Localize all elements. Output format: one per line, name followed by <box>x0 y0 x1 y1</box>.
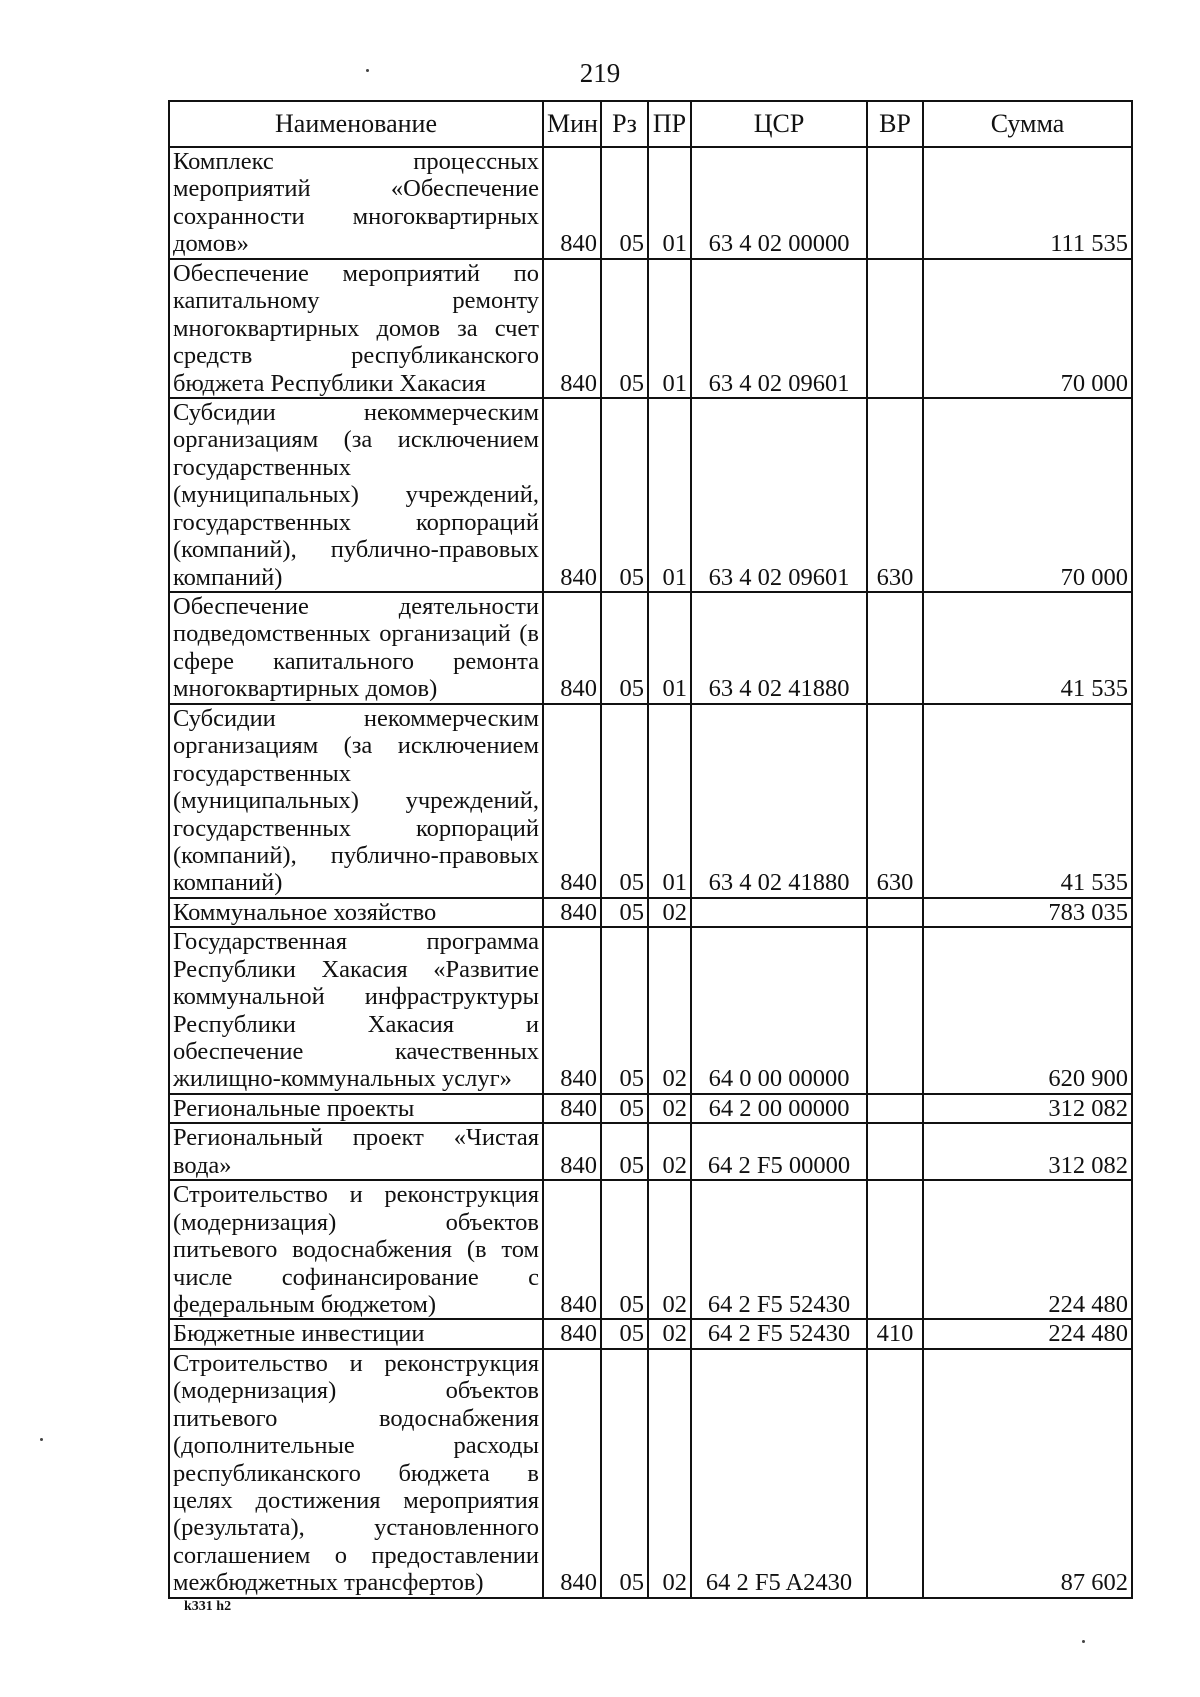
row-min: 840 <box>543 898 601 927</box>
table-row <box>169 704 1132 898</box>
row-vr <box>867 927 923 1094</box>
row-name: Коммунальное хозяйство <box>169 898 543 927</box>
row-sum: 620 900 <box>923 927 1132 1094</box>
column-header-vr: ВР <box>867 101 923 147</box>
row-sum: 87 602 <box>923 1349 1132 1598</box>
row-name: Региональные проекты <box>169 1094 543 1123</box>
row-rz: 05 <box>601 1349 648 1598</box>
row-vr: 630 <box>867 398 923 592</box>
row-csr: 63 4 02 41880 <box>691 704 867 898</box>
row-rz: 05 <box>601 1180 648 1319</box>
row-pr: 02 <box>648 1123 691 1180</box>
row-min: 840 <box>543 398 601 592</box>
row-rz: 05 <box>601 1094 648 1123</box>
column-header-pr: ПР <box>648 101 691 147</box>
row-pr: 02 <box>648 1094 691 1123</box>
row-pr: 02 <box>648 1319 691 1348</box>
row-csr: 63 4 02 09601 <box>691 398 867 592</box>
row-name: Строительство и реконструкция (модернизация) объектов питьевого водоснабжения (в том числе софинансирование с федеральным бюджетом) <box>169 1180 543 1319</box>
column-header-csr: ЦСР <box>691 101 867 147</box>
row-pr: 01 <box>648 147 691 259</box>
table-row <box>169 898 1132 927</box>
row-name: Государственная программа Республики Хакасия «Развитие коммунальной инфраструктуры Республики Хакасия и обеспечение качественных жилищно-коммунальных услуг» <box>169 927 543 1094</box>
row-csr: 64 2 F5 52430 <box>691 1319 867 1348</box>
row-min: 840 <box>543 1349 601 1598</box>
row-vr <box>867 1123 923 1180</box>
row-pr: 02 <box>648 927 691 1094</box>
row-vr <box>867 147 923 259</box>
row-pr: 02 <box>648 1349 691 1598</box>
row-sum: 224 480 <box>923 1180 1132 1319</box>
column-header-rz: Рз <box>601 101 648 147</box>
row-name: Субсидии некоммерческим организациям (за исключением государственных (муниципальных) учреждений, государственных корпораций (компаний), публично-правовых компаний) <box>169 704 543 898</box>
row-csr: 64 2 F5 00000 <box>691 1123 867 1180</box>
row-csr <box>691 898 867 927</box>
row-name: Строительство и реконструкция (модернизация) объектов питьевого водоснабжения (дополнительные расходы республиканского бюджета в целях достижения мероприятия (результата), установленного соглашением о предоставлении межбюджетных трансфертов) <box>169 1349 543 1598</box>
row-sum: 70 000 <box>923 398 1132 592</box>
table-row <box>169 1123 1132 1180</box>
table-header-row <box>169 101 1132 147</box>
table-row <box>169 147 1132 259</box>
row-name: Обеспечение деятельности подведомственных организаций (в сфере капитального ремонта многоквартирных домов) <box>169 592 543 704</box>
row-rz: 05 <box>601 259 648 398</box>
row-sum: 312 082 <box>923 1123 1132 1180</box>
row-name: Субсидии некоммерческим организациям (за исключением государственных (муниципальных) учреждений, государственных корпораций (компаний), публично-правовых компаний) <box>169 398 543 592</box>
table-row <box>169 1094 1132 1123</box>
row-min: 840 <box>543 927 601 1094</box>
row-sum: 312 082 <box>923 1094 1132 1123</box>
row-vr <box>867 259 923 398</box>
row-rz: 05 <box>601 398 648 592</box>
row-vr <box>867 1180 923 1319</box>
row-sum: 41 535 <box>923 592 1132 704</box>
footer-code: k331 h2 <box>184 1599 232 1614</box>
table-row <box>169 1180 1132 1319</box>
column-header-sum: Сумма <box>923 101 1132 147</box>
column-header-name: Наименование <box>169 101 543 147</box>
row-rz: 05 <box>601 927 648 1094</box>
row-rz: 05 <box>601 1123 648 1180</box>
column-header-min: Мин <box>543 101 601 147</box>
row-min: 840 <box>543 1180 601 1319</box>
row-vr: 410 <box>867 1319 923 1348</box>
row-pr: 01 <box>648 259 691 398</box>
row-sum: 111 535 <box>923 147 1132 259</box>
row-min: 840 <box>543 1319 601 1348</box>
table-row <box>169 1349 1132 1598</box>
table-row <box>169 1319 1132 1348</box>
row-min: 840 <box>543 592 601 704</box>
row-pr: 01 <box>648 398 691 592</box>
row-csr: 63 4 02 00000 <box>691 147 867 259</box>
row-sum: 70 000 <box>923 259 1132 398</box>
table-row <box>169 592 1132 704</box>
scan-speck <box>40 1438 43 1441</box>
row-sum: 224 480 <box>923 1319 1132 1348</box>
row-csr: 63 4 02 41880 <box>691 592 867 704</box>
row-vr <box>867 1094 923 1123</box>
table-row <box>169 927 1132 1094</box>
row-vr: 630 <box>867 704 923 898</box>
page-number: 219 <box>579 58 621 88</box>
row-name: Обеспечение мероприятий по капитальному ремонту многоквартирных домов за счет средств республиканского бюджета Республики Хакасия <box>169 259 543 398</box>
row-min: 840 <box>543 259 601 398</box>
row-min: 840 <box>543 1123 601 1180</box>
row-name: Региональный проект «Чистая вода» <box>169 1123 543 1180</box>
row-rz: 05 <box>601 898 648 927</box>
row-csr: 63 4 02 09601 <box>691 259 867 398</box>
row-min: 840 <box>543 704 601 898</box>
table-row <box>169 398 1132 592</box>
row-pr: 02 <box>648 1180 691 1319</box>
row-rz: 05 <box>601 1319 648 1348</box>
row-vr <box>867 1349 923 1598</box>
row-vr <box>867 898 923 927</box>
row-csr: 64 2 F5 A2430 <box>691 1349 867 1598</box>
row-min: 840 <box>543 147 601 259</box>
row-csr: 64 0 00 00000 <box>691 927 867 1094</box>
table-row <box>169 259 1132 398</box>
row-vr <box>867 592 923 704</box>
row-csr: 64 2 F5 52430 <box>691 1180 867 1319</box>
row-sum: 41 535 <box>923 704 1132 898</box>
row-pr: 01 <box>648 592 691 704</box>
row-rz: 05 <box>601 147 648 259</box>
scan-speck <box>366 69 369 72</box>
row-min: 840 <box>543 1094 601 1123</box>
row-csr: 64 2 00 00000 <box>691 1094 867 1123</box>
row-pr: 02 <box>648 898 691 927</box>
scan-speck <box>1082 1640 1085 1643</box>
budget-table <box>168 100 1133 1599</box>
row-name: Бюджетные инвестиции <box>169 1319 543 1348</box>
row-pr: 01 <box>648 704 691 898</box>
row-sum: 783 035 <box>923 898 1132 927</box>
row-name: Комплекс процессных мероприятий «Обеспечение сохранности многоквартирных домов» <box>169 147 543 259</box>
row-rz: 05 <box>601 592 648 704</box>
row-rz: 05 <box>601 704 648 898</box>
